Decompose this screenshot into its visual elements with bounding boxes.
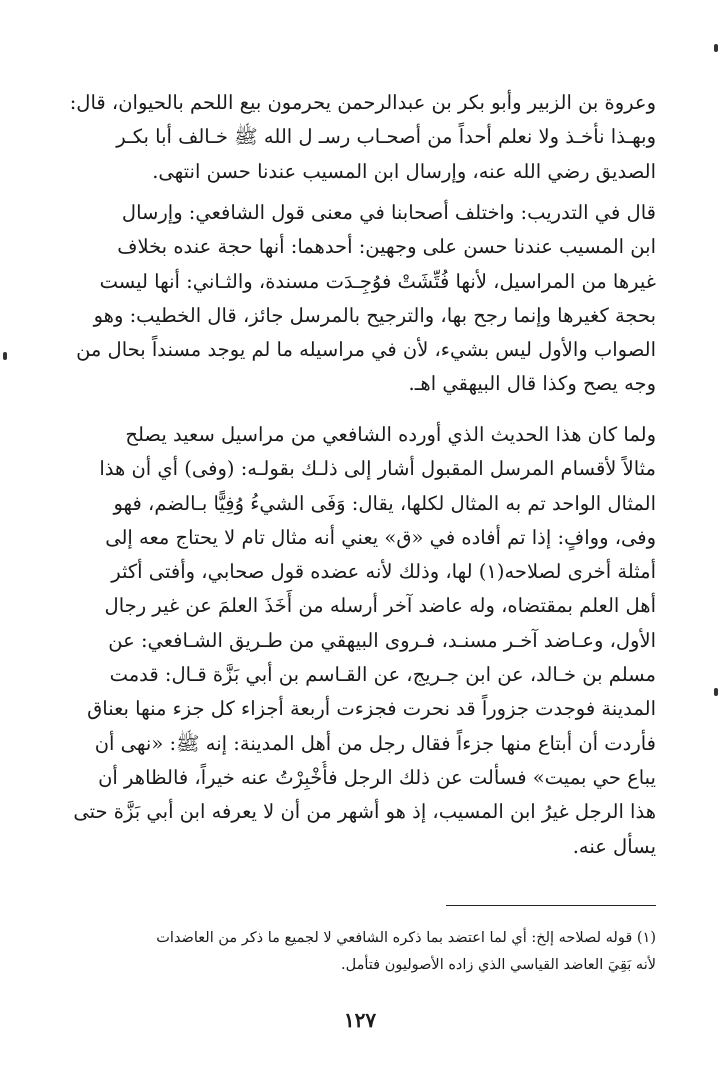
text-line: الصديق رضي الله عنه، وإرسال ابن المسيب عندنا حسن انتهى. [152,159,656,183]
page-number: ١٢٧ [343,1008,377,1032]
text-line: غيرها من المراسيل، لأنها فُتِّشَتْ فوُجِـدَت مسندة، والثـاني: أنها ليست [99,269,656,293]
text-line: هذا الرجل غيرُ ابن المسيب، إذ هو أشهر من أن لا يعرفه ابن أبي بَزَّة حتى [73,800,656,824]
text-line: يسأل عنه. [572,834,656,858]
footnote-line: (١) قوله لصلاحه إلخ: أي لما اعتضد بما ذكره الشافعي لا لجميع ما ذكر من العاضدات [156,930,656,946]
footnote-line: لأنه بَقِيَ العاضد القياسي الذي زاده الأصوليون فتأمل. [341,957,656,973]
edge-mark [714,44,718,52]
text-line: مسلم بن خـالد، عن ابن جـريج، عن القـاسم بن أبي بَزَّة قـال: قدمت [109,663,656,687]
footnote-divider [446,905,656,906]
text-line: مثالاً لأقسام المرسل المقبول أشار إلى ذلـك بقولـه: (وفى) أي أن هذا [99,457,656,481]
text-line: وعروة بن الزبير وأبو بكر بن عبدالرحمن يحرمون بيع اللحم بالحيوان، قال: [69,91,656,114]
text-line: بحجة كغيرها وإنما رجح بها، والترجيح بالمرسل جائز، قال الخطيب: وهو [93,303,656,327]
footnote [52,925,656,979]
text-line: يباع حي بميت» فسألت عن ذلك الرجل فأُخْبِرْتُ عنه خيراً، فالظاهر أن [98,765,656,789]
text-line: ابن المسيب عندنا حسن على وجهين: أحدهما: أنها حجة عنده بخلاف [117,235,656,259]
text-line: فأردت أن أبتاع منها جزءاً فقال رجل من أهل المدينة: إنه ﷺ: «نهى أن [94,731,656,755]
text-line: المدينة فوجدت جزوراً قد نحرت فجزءت أربعة أجزاء كل جزء منها بعناق [87,697,656,721]
text-line: أهل العلم بمقتضاه، وله عاضد آخر أرسله من أَخَذَ العلمَ عن غير رجال [104,594,656,618]
text-line: وبهـذا نأخـذ ولا نعلم أحداً من أصحـاب رسـ ل الله ﷺ خـالف أبا بكـر [116,125,656,149]
text-line: الصواب والأول ليس بشيء، لأن في مراسيله ما لم يوجد مسنداً بحال من [76,338,656,362]
paragraph-2 [52,196,656,402]
edge-mark [714,688,718,696]
paragraph-1 [52,86,656,189]
text-line: وفى، ووافٍ: إذا تم أفاده في «ق» يعني أنه مثال تام لا يحتاج معه إلى [105,525,656,549]
text-line: المثال الواحد تم به المثال لكلها، يقال: وَفَى الشيءُ وُفِيًّا بـالضم، فهو [113,491,656,515]
edge-mark [3,352,7,360]
text-line: وجه يصح وكذا قال البيهقي اهـ. [408,372,656,396]
paragraph-3 [52,418,656,864]
text-line: ولما كان هذا الحديث الذي أورده الشافعي من مراسيل سعيد يصلح [125,423,656,446]
text-line: قال في التدريب: واختلف أصحابنا في معنى قول الشافعي: وإرسال [121,201,656,224]
text-line: أمثلة أخرى لصلاحه(١) لها، وذلك لأنه عضده قول صحابي، وأفتى أكثر [111,560,656,584]
text-line: الأول، وعـاضد آخـر مسنـد، فـروى البيهقي من طـريق الشـافعي: عن [108,628,656,652]
